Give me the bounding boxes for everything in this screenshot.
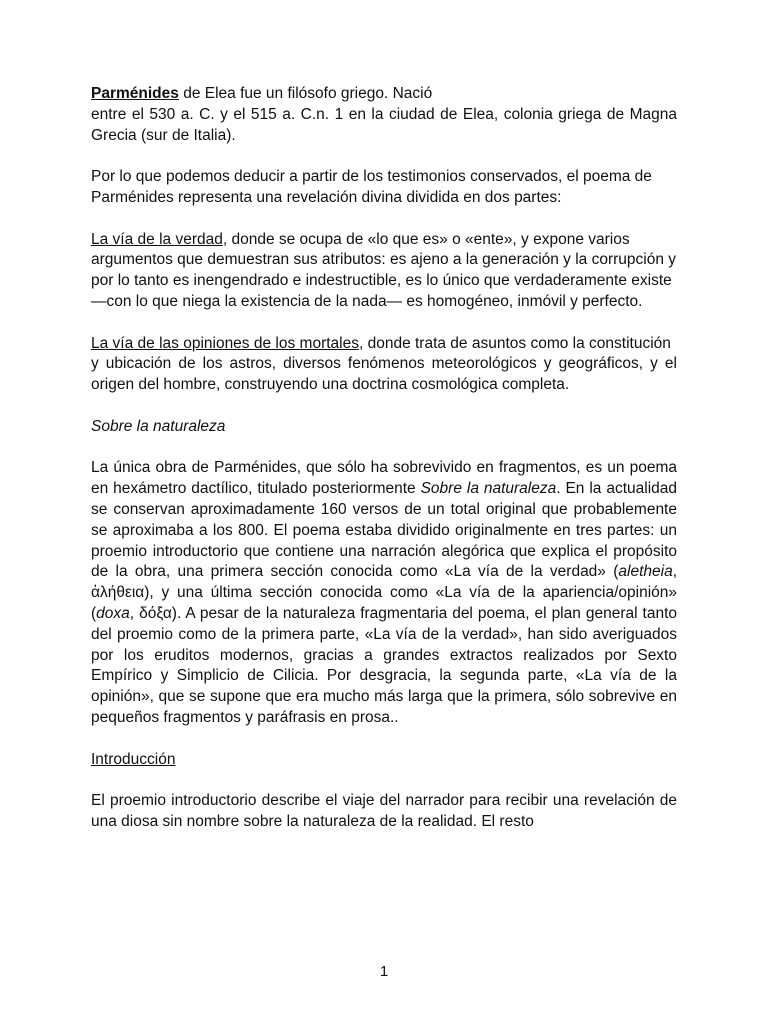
paragraph-via-verdad xyxy=(91,230,677,313)
unica-obra-text-d: , δόξα). A pesar de la naturaleza fragmentaria del poema, el plan general tanto del proemio como de la primera parte, «La vía de la verdad», han sido averiguados por los eruditos modernos, gracias a grandes extractos realizados por Sexto Empírico y Simplicio de Cilicia. Por desgracia, la segunda parte, «La vía de la opinión», que se supone que era mucho más larga que la primera, sólo sobrevive en pequeños fragmentos y paráfrasis en prosa.. xyxy=(91,604,677,726)
via-opiniones-line-1-text: , donde trata de asuntos como la constitución xyxy=(358,334,671,352)
via-opiniones-title: La vía de las opiniones de los mortales xyxy=(91,334,359,352)
paragraph-poem-summary xyxy=(91,167,677,209)
via-verdad-line-1-text: , donde se ocupa de «lo que es» o «ente», y expone varios xyxy=(222,230,630,248)
via-verdad-line-3: por lo tanto es inengendrado e indestructible, es lo único que verdaderamente existe xyxy=(91,272,672,290)
paragraph-proemio: El proemio introductorio describe el viaje del narrador para recibir una revelación de una diosa sin nombre sobre la naturaleza de la realidad. El resto xyxy=(91,792,677,830)
intro-rest-text: entre el 530 a. C. y el 515 a. C.n. 1 en la ciudad de Elea, colonia griega de Magna Grecia (sur de Italia). xyxy=(91,105,677,144)
doxa-italic: doxa xyxy=(96,604,130,622)
intro-first-line-text: de Elea fue un filósofo griego. Nació xyxy=(178,85,433,102)
poem-summary-line-2: Parménides representa una revelación divina dividida en dos partes: xyxy=(91,188,562,206)
paragraph-intro xyxy=(91,84,677,146)
heading-introduccion: Introducción xyxy=(91,750,176,768)
paragraph-via-opiniones xyxy=(91,334,677,396)
heading-sobre-la-naturaleza: Sobre la naturaleza xyxy=(91,417,226,435)
page-number: 1 xyxy=(379,963,389,980)
via-verdad-line-2: argumentos que demuestran sus atributos: es ajeno a la generación y la corrupción y xyxy=(91,251,677,269)
unica-obra-text-a: La única obra de Parménides, que sólo ha sobrevivido en fragmentos, es un poema en hexámetro dactílico, titulado posteriormente xyxy=(91,459,677,498)
parmenides-name: Parménides xyxy=(91,85,179,102)
aletheia-italic: aletheia xyxy=(618,563,673,581)
via-verdad-line-4: —con lo que niega la existencia de la nada— es homogéneo, inmóvil y perfecto. xyxy=(91,292,643,310)
via-opiniones-line-1 xyxy=(91,334,677,355)
paragraph-unica-obra xyxy=(91,458,677,728)
unica-obra-text-b: . En la actualidad se conservan aproximadamente 160 versos de un total original que probablemente se aproximaba a los 800. El poema estaba dividido originalmente en tres partes: un proemio introductorio que contiene una narración alegórica que explica el propósito de la obra, una primera sección conocida como «La vía de la verdad» ( xyxy=(91,480,677,581)
document-page xyxy=(91,84,677,853)
via-verdad-line-1 xyxy=(91,230,677,251)
unica-obra-title-italic: Sobre la naturaleza xyxy=(420,480,557,498)
via-opiniones-rest: y ubicación de los astros, diversos fenómenos meteorológicos y geográficos, y el origen del hombre, construyendo una doctrina cosmológica completa. xyxy=(91,355,677,394)
via-verdad-title: La vía de la verdad xyxy=(91,230,223,248)
unica-obra-text-c: , ἀλήθεια), y una última sección conocida como «La vía de la apariencia/opinión» ( xyxy=(91,563,677,622)
intro-first-line xyxy=(91,84,677,105)
poem-summary-line-1: Por lo que podemos deducir a partir de los testimonios conservados, el poema de xyxy=(91,168,652,186)
